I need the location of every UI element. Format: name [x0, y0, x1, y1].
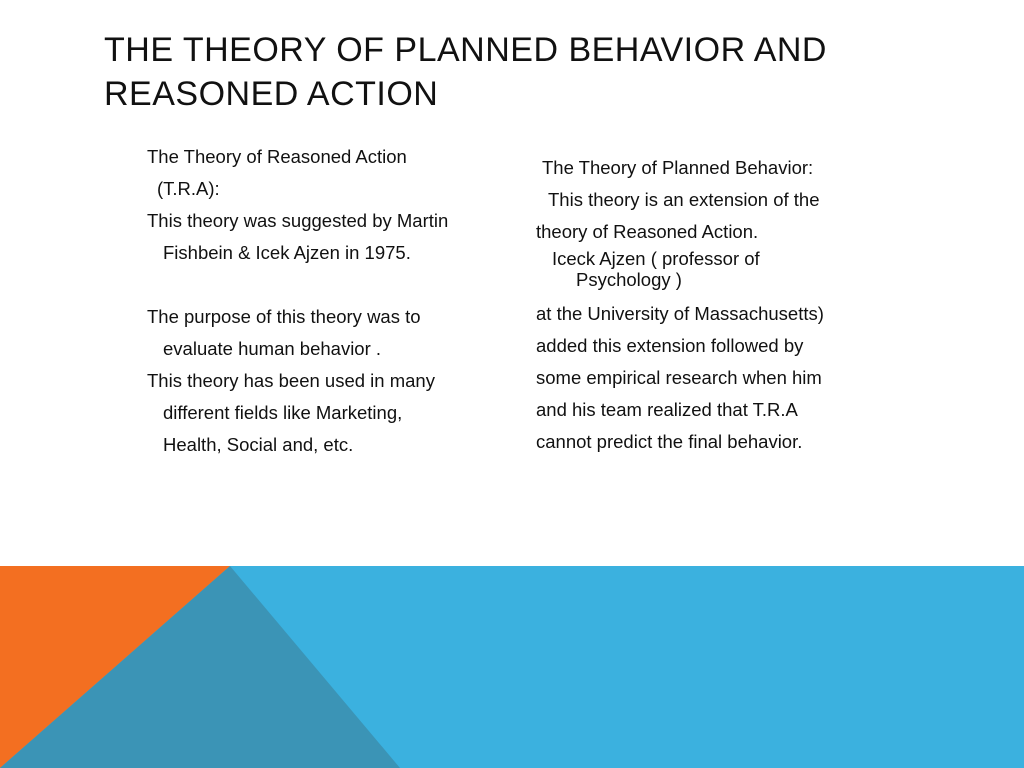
footer-decorative-band [0, 566, 1024, 768]
left-line-9: Health, Social and, etc. [163, 434, 354, 455]
right-line-4: Iceck Ajzen ( professor of [552, 248, 760, 269]
left-text-column [147, 141, 507, 461]
left-line-4: Fishbein & Icek Ajzen in 1975. [163, 242, 411, 263]
left-spacer [147, 269, 507, 301]
right-line-5: Psychology ) [576, 269, 682, 290]
right-line-1: The Theory of Planned Behavior: [542, 157, 814, 178]
left-line-7: This theory has been used in many [147, 370, 435, 391]
left-line-1: The Theory of Reasoned Action [147, 146, 407, 167]
left-line-5: The purpose of this theory was to [147, 306, 421, 327]
right-line-6: at the University of Massachusetts) [536, 303, 824, 324]
right-line-3: theory of Reasoned Action. [536, 221, 759, 242]
slide-title [104, 28, 984, 116]
slide-title-line-2: REASONED ACTION [104, 75, 439, 113]
right-line-10: cannot predict the final behavior. [536, 431, 803, 452]
right-line-9: and his team realized that T.R.A [536, 399, 798, 420]
left-line-3: This theory was suggested by Martin [147, 210, 449, 231]
left-line-8: different fields like Marketing, [163, 402, 403, 423]
right-line-8: some empirical research when him [536, 367, 822, 388]
slide-title-line-1: THE THEORY OF PLANNED BEHAVIOR AND [104, 31, 827, 69]
right-text-column [536, 152, 936, 458]
left-line-2: (T.R.A): [157, 178, 220, 199]
left-line-6: evaluate human behavior . [163, 338, 382, 359]
right-line-2: This theory is an extension of the [548, 189, 820, 210]
right-line-7: added this extension followed by [536, 335, 804, 356]
